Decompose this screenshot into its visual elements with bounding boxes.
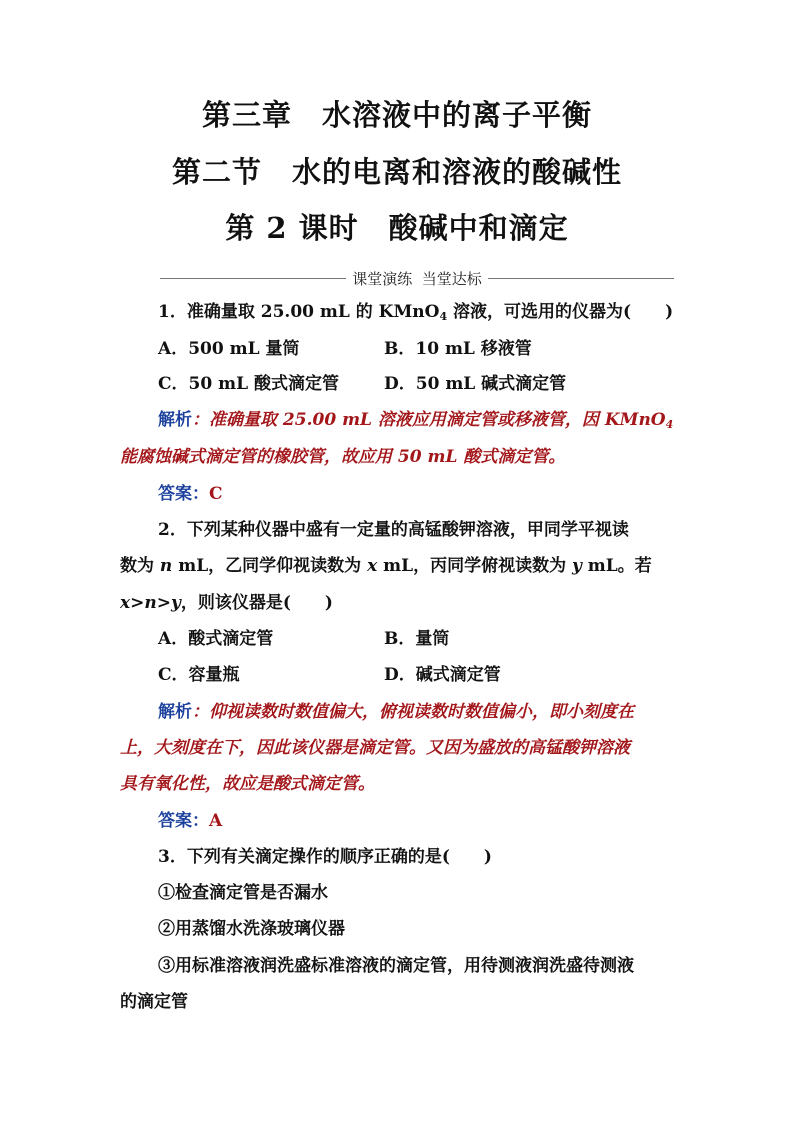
- q2-analysis-line2: 上，大刻度在下，因此该仪器是滴定管。又因为盛放的高锰酸钾溶液: [120, 738, 630, 758]
- q2-analysis-text1: ：仰视读数时数值偏大，俯视读数时数值偏小，即小刻度在: [192, 702, 634, 722]
- section-separator: [160, 269, 674, 287]
- q1-stem: [158, 304, 673, 321]
- q3-step-3-cont: 的滴定管: [120, 992, 188, 1012]
- separator-rule-right: [488, 278, 674, 279]
- q1-stem-post: 溶液，可选用的仪器为( ): [447, 302, 674, 322]
- q2-var-x: x: [367, 556, 378, 576]
- q1-stem-sub: 4: [439, 310, 448, 323]
- q3-step-1: ①检查滴定管是否漏水: [158, 883, 328, 903]
- q2-option-d: D．碱式滴定管: [384, 665, 501, 685]
- q1-answer-sep: ：: [192, 484, 209, 504]
- q1-analysis-label: 解析: [158, 410, 192, 430]
- separator-rule-left: [160, 278, 346, 279]
- q2-answer-label: 答案: [158, 811, 192, 831]
- q2-answer-value: A: [209, 811, 223, 831]
- q2-option-a: A．酸式滴定管: [158, 629, 274, 649]
- q2-analysis-label: 解析: [158, 702, 192, 722]
- q2-analysis-line3: 具有氧化性，故应是酸式滴定管。: [120, 774, 375, 794]
- q2-stem-rest: ，则该仪器是( ): [180, 593, 333, 613]
- q2-condition-expr: x>n>y: [120, 593, 181, 613]
- q2-stem-c: mL，丙同学俯视读数为: [377, 556, 572, 576]
- q2-answer: [158, 813, 222, 830]
- q1-analysis-text1: ：准确量取 25.00 mL 溶液应用滴定管或移液管，因 KMnO: [192, 410, 666, 430]
- section-title: 第二节 水的电离和溶液的酸碱性: [171, 155, 622, 189]
- q3-stem: 3．下列有关滴定操作的顺序正确的是( ): [158, 847, 492, 867]
- q2-answer-sep: ：: [192, 811, 209, 831]
- q1-option-d: D．50 mL 碱式滴定管: [384, 374, 567, 394]
- q1-answer: [158, 486, 223, 503]
- q2-var-y: y: [572, 556, 582, 576]
- q2-var-n: n: [159, 556, 173, 576]
- q2-stem-line3: [120, 595, 333, 612]
- chapter-title: 第三章 水溶液中的离子平衡: [201, 98, 592, 132]
- q1-option-c: C．50 mL 酸式滴定管: [158, 374, 339, 394]
- separator-label: 课堂演练 当堂达标: [352, 269, 482, 288]
- q1-analysis-line2: 能腐蚀碱式滴定管的橡胶管，故应用 50 mL 酸式滴定管。: [120, 447, 566, 467]
- q1-option-a: A．500 mL 量筒: [158, 339, 300, 359]
- q2-stem-d: mL。若: [581, 556, 652, 576]
- q2-option-c: C．容量瓶: [158, 665, 240, 685]
- q2-stem-b: mL，乙同学仰视读数为: [172, 556, 368, 576]
- q1-stem-pre: 1．准确量取 25.00 mL 的 KMnO: [158, 302, 440, 322]
- q3-step-2: ②用蒸馏水洗涤玻璃仪器: [158, 919, 345, 939]
- q1-analysis-line1: [158, 412, 673, 429]
- q1-answer-label: 答案: [158, 484, 192, 504]
- q3-step-3: ③用标准溶液润洗盛标准溶液的滴定管，用待测液润洗盛待测液: [158, 956, 634, 976]
- q2-stem-a: 数为: [120, 556, 160, 576]
- lesson-title: 第 2 课时 酸碱中和滴定: [225, 211, 569, 245]
- q2-stem-line1: 2．下列某种仪器中盛有一定量的高锰酸钾溶液，甲同学平视读: [158, 520, 629, 540]
- q2-stem-line2: [120, 558, 652, 575]
- q2-analysis-line1: [158, 704, 634, 721]
- q1-option-b: B．10 mL 移液管: [384, 339, 532, 359]
- q2-option-b: B．量筒: [384, 629, 450, 649]
- q1-analysis-sub: 4: [665, 418, 674, 431]
- q1-answer-value: C: [209, 484, 223, 504]
